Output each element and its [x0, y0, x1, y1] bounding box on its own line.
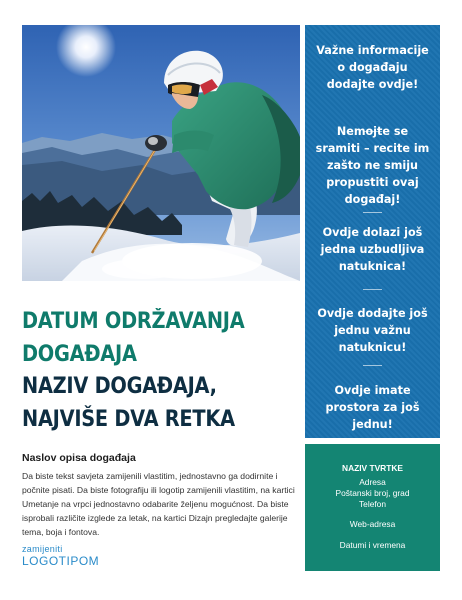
highlights-panel: [305, 25, 440, 438]
event-name-title: [22, 370, 277, 436]
logo-placeholder: [22, 544, 99, 568]
company-address: Adresa: [359, 477, 386, 487]
divider: [363, 212, 382, 213]
company-datetime: Datumi i vremena: [339, 540, 406, 550]
company-web: Web-adresa: [349, 519, 396, 529]
event-date-title: [22, 305, 260, 371]
highlight-2: Nemojte se sramiti – recite im zašto ne smiju propustiti ovaj događaj!: [315, 125, 430, 206]
highlight-5: Ovdje imate prostora za još jednu!: [325, 384, 420, 431]
logo-line-1: zamijeniti: [22, 544, 63, 554]
logo-line-2: LOGOTIPOM: [22, 554, 100, 568]
highlight-1: Važne informacije o događaju dodajte ovdje!: [316, 44, 429, 91]
event-date-line-1: DATUM ODRŽAVANJA: [22, 309, 245, 334]
company-name: NAZIV TVRTKE: [342, 463, 403, 473]
divider: [363, 289, 382, 290]
event-name-line-1: NAZIV DOGAĐAJA,: [22, 374, 217, 399]
event-date-line-2: DOGAĐAJA: [22, 342, 137, 367]
divider: [363, 365, 382, 366]
event-photo: [22, 25, 300, 281]
event-name-line-2: NAJVIŠE DVA RETKA: [22, 407, 235, 432]
description-body: Da biste tekst savjeta zamijenili vlastitim, jednostavno ga dodirnite i počnite pisati. Da biste fotografiju ili logotip zamijenili vlastitim, na kartici Umetanje na vrpci jednostavno odabarite željenu mogućnost. Da biste isprobali različite izglede za letak, na kartici Dizajn pregledajte galerije tema, boja i fontova.: [22, 471, 295, 537]
company-postal: Poštanski broj, grad: [335, 488, 410, 498]
company-phone: Telefon: [358, 499, 386, 509]
highlight-4: Ovdje dodajte još jednu važnu natuknicu!: [317, 307, 428, 354]
highlight-3: Ovdje dolazi još jedna uzbudljiva natuknica!: [320, 226, 425, 273]
company-info-box: [305, 444, 440, 571]
description-heading: Naslov opisa događaja: [22, 452, 136, 464]
